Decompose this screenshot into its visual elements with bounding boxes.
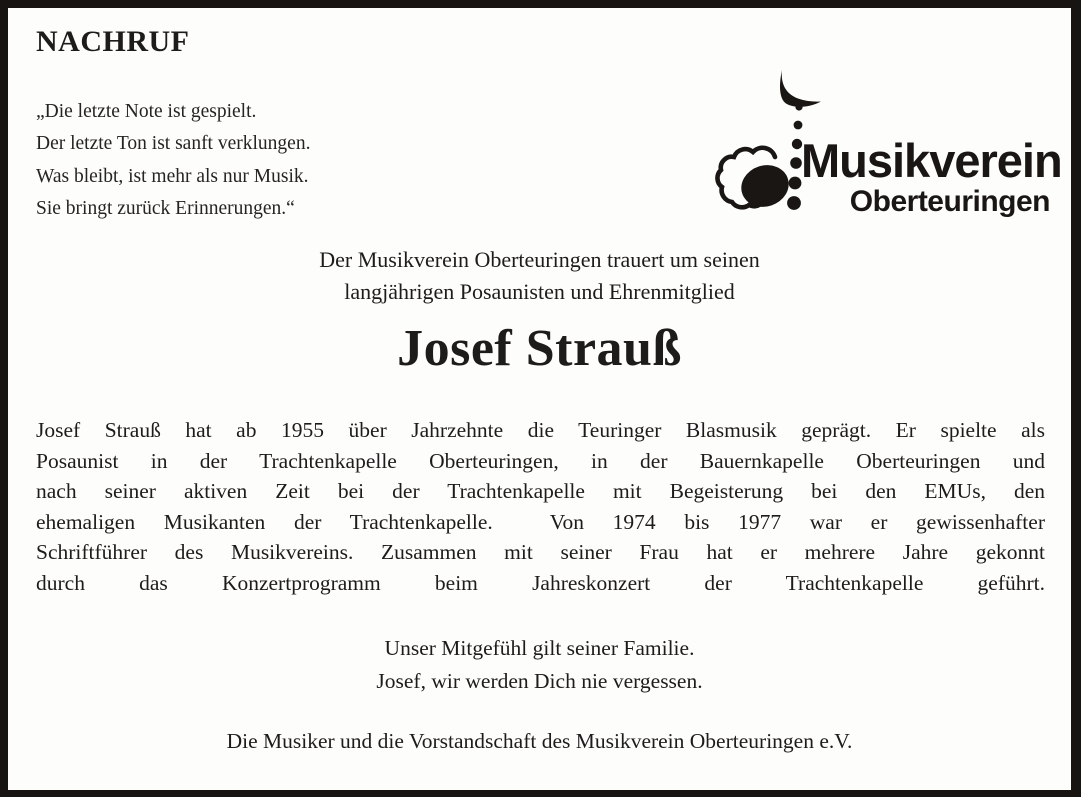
obituary-line: ehemaligen Musikanten der Trachtenkapelle. Von 1974 bis 1977 war er gewissenhafter bbox=[36, 509, 1045, 534]
logo-club-name: Musikverein bbox=[801, 134, 1062, 187]
condolence-line: Unser Mitgefühl gilt seiner Familie. bbox=[384, 636, 695, 660]
quote-line: Sie bringt zurück Erinnerungen.“ bbox=[36, 198, 295, 220]
logo-club-location: Oberteuringen bbox=[849, 185, 1050, 218]
condolence bbox=[8, 632, 1071, 698]
condolence-line: Josef, wir werden Dich nie vergessen. bbox=[376, 669, 703, 693]
obituary-page bbox=[8, 8, 1071, 790]
obituary-line: Schriftführer des Musikvereins. Zusammen mit seiner Frau hat er mehrere Jahre gekonnt bbox=[36, 540, 1045, 565]
intro-line: langjährigen Posaunisten und Ehrenmitglied bbox=[344, 279, 735, 304]
obituary-body bbox=[36, 415, 1045, 599]
mourning-intro bbox=[8, 244, 1071, 308]
page-title: NACHRUF bbox=[36, 25, 190, 58]
obituary-line: Posaunist in der Trachtenkapelle Oberteuringen, in der Bauernkapelle Oberteuringen und bbox=[36, 448, 1045, 473]
musikverein-logo bbox=[713, 65, 1062, 230]
obituary-line: Josef Strauß hat ab 1955 über Jahrzehnte die Teuringer Blasmusik geprägt. Er spielte als bbox=[36, 418, 1045, 442]
signature-line: Die Musiker und die Vorstandschaft des Musikverein Oberteuringen e.V. bbox=[226, 729, 853, 753]
obituary-line: nach seiner aktiven Zeit bei der Trachtenkapelle mit Begeisterung bei den EMUs, den bbox=[36, 479, 1045, 504]
quote-line: Was bleibt, ist mehr als nur Musik. bbox=[36, 165, 309, 187]
quote-line: „Die letzte Note ist gespielt. bbox=[36, 101, 257, 122]
obituary-line: durch das Konzertprogramm beim Jahreskonzert der Trachtenkapelle geführt. bbox=[36, 570, 1045, 595]
quote-line: Der letzte Ton ist sanft verklungen. bbox=[36, 133, 311, 155]
intro-line: Der Musikverein Oberteuringen trauert um seinen bbox=[319, 247, 760, 272]
deceased-name: Josef Strauß bbox=[397, 320, 682, 377]
memorial-quote bbox=[36, 96, 310, 226]
